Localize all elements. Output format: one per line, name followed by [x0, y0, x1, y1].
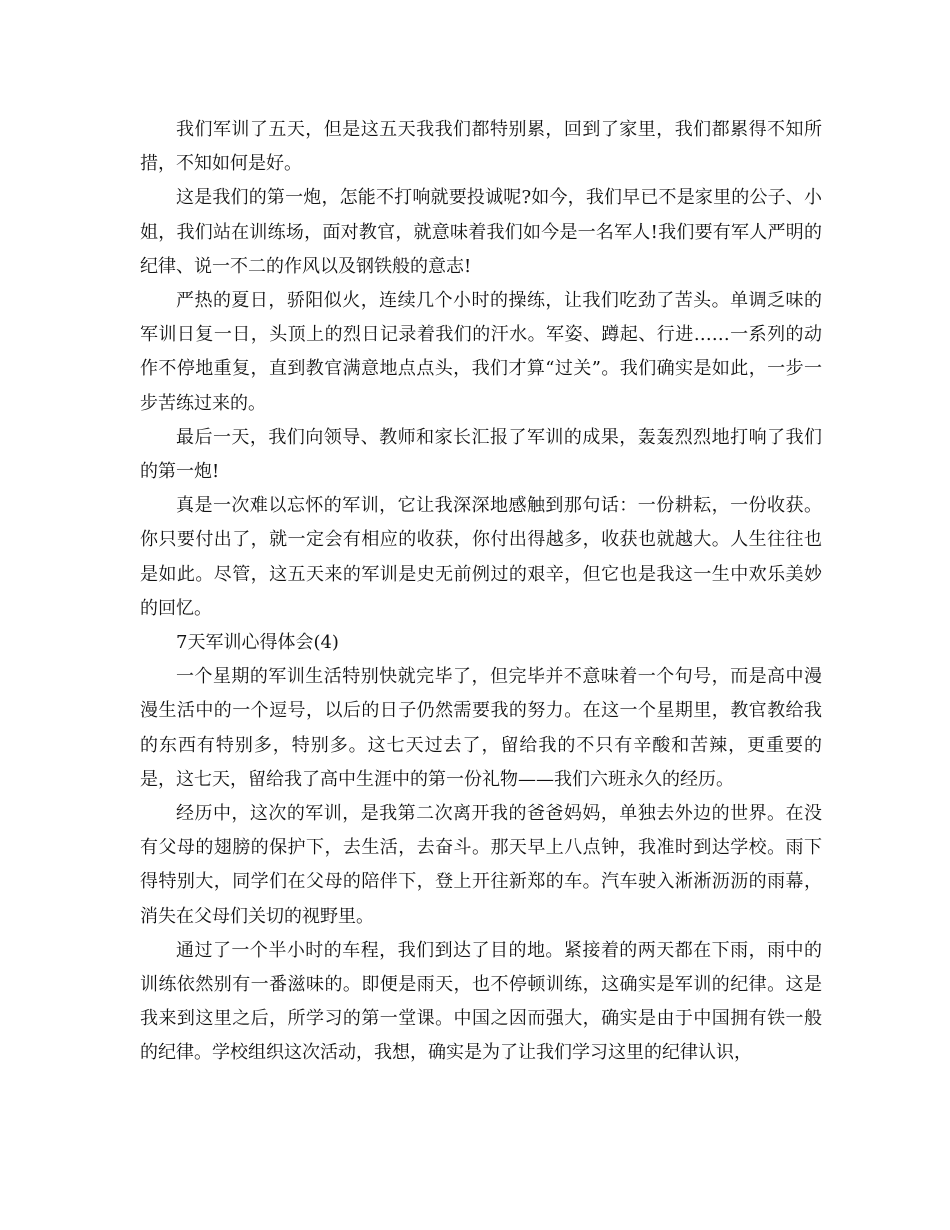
- paragraph-5: 真是一次难以忘怀的军训，它让我深深地感触到那句话：一份耕耘，一份收获。你只要付出了，就一定会有相应的收获，你付出得越多，收获也就越大。人生往往也是如此。尽管，这五天来的军训是史无前例过的艰辛，但它也是我这一生中欢乐美妙的回忆。: [140, 495, 822, 619]
- document-body: [140, 113, 822, 1071]
- paragraph-7: 经历中，这次的军训，是我第二次离开我的爸爸妈妈，单独去外边的世界。在没有父母的翅膀的保护下，去生活，去奋斗。那天早上八点钟，我准时到达学校。雨下得特别大，同学们在父母的陪伴下，登上开往新郑的车。汽车驶入淅淅沥沥的雨幕，消失在父母们关切的视野里。: [140, 803, 822, 927]
- paragraph-8: 通过了一个半小时的车程，我们到达了目的地。紧接着的两天都在下雨，雨中的训练依然别有一番滋味的。即便是雨天，也不停顿训练，这确实是军训的纪律。这是我来到这里之后，所学习的第一堂课。中国之因而强大，确实是由于中国拥有铁一般的纪律。学校组织这次活动，我想，确实是为了让我们学习这里的纪律认识，: [140, 939, 822, 1064]
- paragraph-4: 最后一天，我们向领导、教师和家长汇报了军训的成果，轰轰烈烈地打响了我们的第一炮!: [140, 426, 822, 483]
- paragraph-6: 一个星期的军训生活特别快就完毕了，但完毕并不意味着一个句号，而是高中漫漫生活中的一个逗号，以后的日子仍然需要我的努力。在这一个星期里，教官教给我的东西有特别多，特别多。这七天过去了，留给我的不只有辛酸和苦辣，更重要的是，这七天，留给我了高中生涯中的第一份礼物——我们六班永久的经历。: [140, 666, 822, 790]
- paragraph-2: 这是我们的第一炮，怎能不打响就要投诚呢?如今，我们早已不是家里的公子、小姐，我们站在训练场，面对教官，就意味着我们如今是一名军人!我们要有军人严明的纪律、说一不二的作风以及钢铁般的意志!: [140, 187, 822, 277]
- section-heading: 7天军训心得体会(4): [176, 632, 339, 654]
- paragraph-3: 严热的夏日，骄阳似火，连续几个小时的操练，让我们吃劲了苦头。单调乏味的军训日复一日，头顶上的烈日记录着我们的汗水。军姿、蹲起、行进……一系列的动作不停地重复，直到教官满意地点点头，我们才算“过关”。我们确实是如此，一步一步苦练过来的。: [140, 290, 822, 414]
- paragraph-1: 我们军训了五天，但是这五天我我们都特别累，回到了家里，我们都累得不知所措，不知如何是好。: [140, 119, 822, 175]
